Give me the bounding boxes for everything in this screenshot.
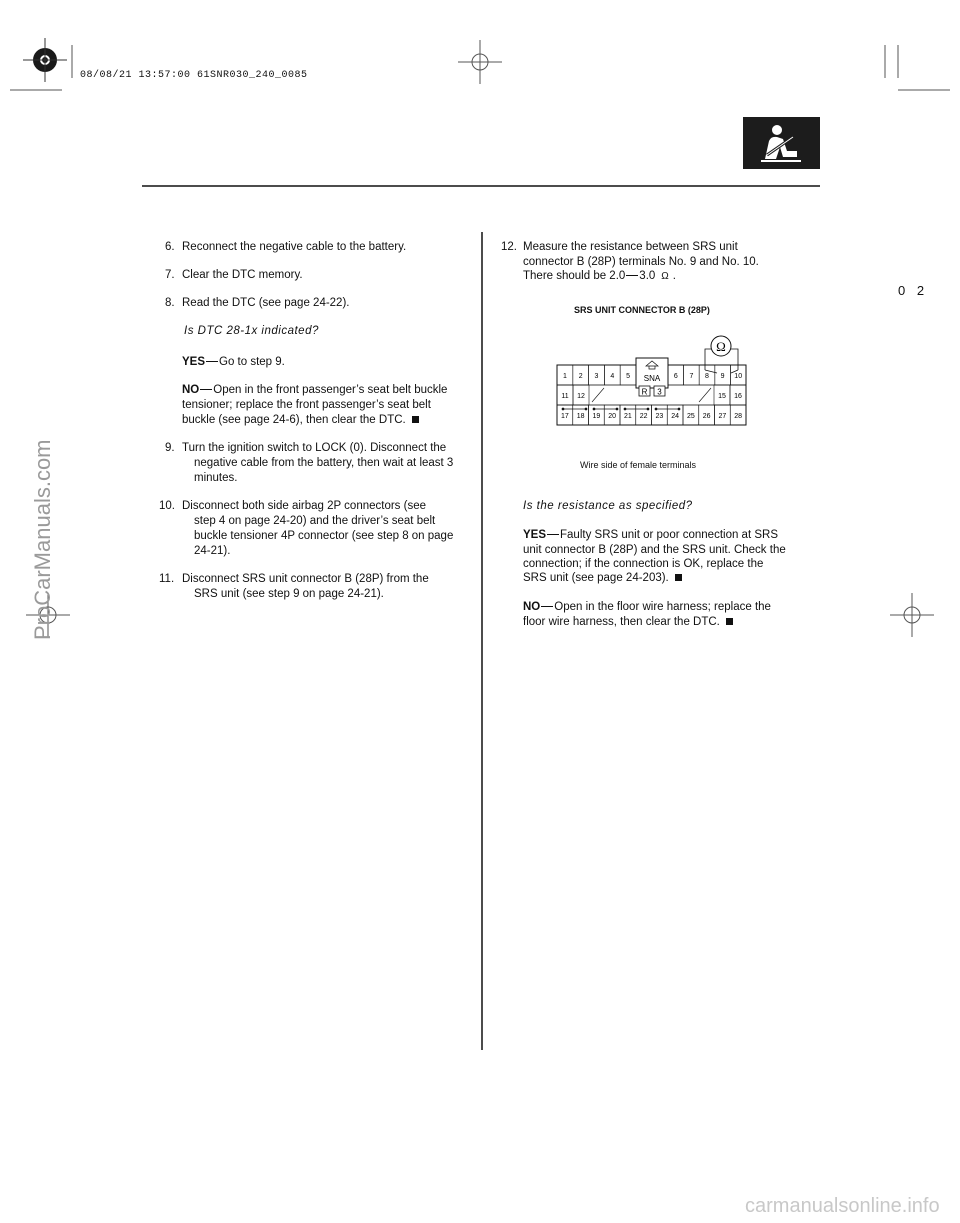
answer-no-right-line2: [523, 615, 733, 630]
terminal-number: 11: [561, 393, 569, 400]
answer-yes-right-line4-text: SRS unit (see page 24-203).: [523, 572, 669, 584]
terminal-number: 10: [734, 373, 743, 380]
step-number: 6.: [165, 241, 175, 253]
terminal-number: 3: [594, 373, 599, 380]
step-8: [165, 296, 349, 311]
step-12: [501, 240, 738, 255]
step-12-line3: [523, 269, 676, 284]
terminal-number: 16: [734, 393, 742, 400]
step-11: [159, 572, 429, 587]
terminal-number: 17: [560, 413, 569, 420]
no-label: NO: [523, 601, 541, 613]
step-10-line2: step 4 on page 24-20) and the driver’s seat belt: [194, 515, 436, 527]
print-timestamp: 08/08/21 13:57:00 61SNR030_240_0085: [80, 70, 308, 81]
yes-text: Faulty SRS unit or poor connection at SRS: [560, 529, 778, 541]
spec-low: There should be 2.0: [523, 270, 626, 282]
diagram-caption: Wire side of female terminals: [580, 460, 697, 470]
yes-label: YES: [523, 529, 547, 541]
step-text: Disconnect both side airbag 2P connectors (see: [182, 500, 426, 512]
step-10: [159, 499, 426, 514]
terminal-number: 7: [689, 373, 694, 380]
step-7: [165, 268, 303, 283]
step-number: 11.: [159, 573, 175, 585]
step-text: Disconnect SRS unit connector B (28P) from the: [182, 573, 429, 585]
terminal-number: 8: [705, 373, 709, 380]
step-text: Turn the ignition switch to LOCK (0). Disconnect the: [182, 442, 447, 454]
period: .: [672, 270, 676, 282]
step-text: Measure the resistance between SRS unit: [523, 241, 738, 253]
dash: [547, 534, 559, 535]
dash: [206, 361, 218, 362]
terminal-number: 25: [686, 413, 695, 420]
yes-label: YES: [182, 356, 206, 368]
answer-no-right-line2-text: floor wire harness, then clear the DTC.: [523, 616, 720, 628]
step-9-line2: negative cable from the battery, then wait at least 3: [194, 457, 454, 469]
end-marker-icon: [675, 574, 682, 581]
question-dtc: Is DTC 28-1x indicated?: [184, 325, 319, 337]
step-number: 8.: [165, 297, 175, 309]
terminal-number: 26: [702, 413, 711, 420]
step-number: 12.: [501, 241, 517, 253]
lock-label-3: 3: [657, 387, 662, 397]
terminal-number: 5: [626, 373, 631, 380]
lock-label-sna: SNA: [643, 374, 661, 383]
ohm-symbol: Ω: [661, 271, 669, 282]
answer-no-line3: [182, 413, 419, 428]
step-number: 7.: [165, 269, 175, 281]
watermark-left: ProCarManuals.com: [30, 439, 55, 640]
terminal-number: 15: [718, 393, 726, 400]
step-10-line3: buckle tensioner 4P connector (see step 8 on page: [194, 530, 454, 542]
step-text: Read the DTC (see page 24-22).: [182, 297, 350, 309]
spec-high: 3.0: [639, 270, 656, 282]
step-9-line3: minutes.: [194, 472, 238, 484]
step-6: [165, 240, 406, 255]
answer-no-line3-text: buckle (see page 24-6), then clear the DTC.: [182, 414, 406, 426]
no-label: NO: [182, 384, 200, 396]
seat-belt-tensioner-icon: [743, 117, 820, 169]
page-side-code: 0 2: [898, 283, 929, 298]
terminal-number: 18: [576, 413, 585, 420]
terminal-number: 20: [608, 413, 617, 420]
answer-no: [182, 383, 447, 398]
connector-diagram: [555, 325, 750, 430]
ohmmeter-symbol: Ω: [716, 339, 726, 354]
answer-yes-right-line3: connection; if the connection is OK, replace the: [523, 558, 764, 570]
terminal-number: 19: [592, 413, 601, 420]
terminal-number: 2: [578, 373, 583, 380]
no-text: Open in the floor wire harness; replace the: [554, 601, 771, 613]
answer-no-right: [523, 600, 771, 615]
step-number: 9.: [165, 442, 175, 454]
dash: [626, 275, 638, 276]
answer-yes-right-line2: unit connector B (28P) and the SRS unit. Check the: [523, 544, 786, 556]
step-9: [165, 441, 446, 456]
diagram-title: SRS UNIT CONNECTOR B (28P): [574, 305, 710, 315]
answer-yes-right-line4: [523, 571, 682, 586]
terminal-number: 27: [718, 413, 727, 420]
answer-no-line2: tensioner; replace the front passenger’s seat belt: [182, 399, 431, 411]
yes-text: Go to step 9.: [219, 356, 285, 368]
dash: [200, 389, 212, 390]
answer-yes: [182, 355, 285, 370]
terminal-number: 1: [562, 373, 567, 380]
terminal-number: 4: [610, 373, 615, 380]
step-text: Reconnect the negative cable to the battery.: [182, 241, 407, 253]
step-number: 10.: [159, 500, 175, 512]
terminal-number: 21: [623, 413, 632, 420]
terminal-number: 22: [639, 413, 648, 420]
end-marker-icon: [412, 416, 419, 423]
terminal-number: 12: [577, 393, 585, 400]
step-12-line2: connector B (28P) terminals No. 9 and No. 10.: [523, 256, 759, 268]
terminal-number: 23: [655, 413, 664, 420]
answer-yes-right: [523, 528, 778, 543]
no-text: Open in the front passenger’s seat belt buckle: [213, 384, 448, 396]
dash: [541, 606, 553, 607]
terminal-number: 28: [734, 413, 743, 420]
question-resistance: Is the resistance as specified?: [523, 500, 693, 512]
terminal-number: 24: [671, 413, 680, 420]
step-10-line4: 24-21).: [194, 545, 231, 557]
terminal-number: 9: [720, 373, 725, 380]
step-text: Clear the DTC memory.: [182, 269, 303, 281]
step-11-line2: SRS unit (see step 9 on page 24-21).: [194, 588, 384, 600]
terminal-number: 6: [673, 373, 678, 380]
lock-label-r: R: [641, 387, 648, 397]
end-marker-icon: [726, 618, 733, 625]
watermark-bottom: carmanualsonline.info: [745, 1195, 940, 1217]
